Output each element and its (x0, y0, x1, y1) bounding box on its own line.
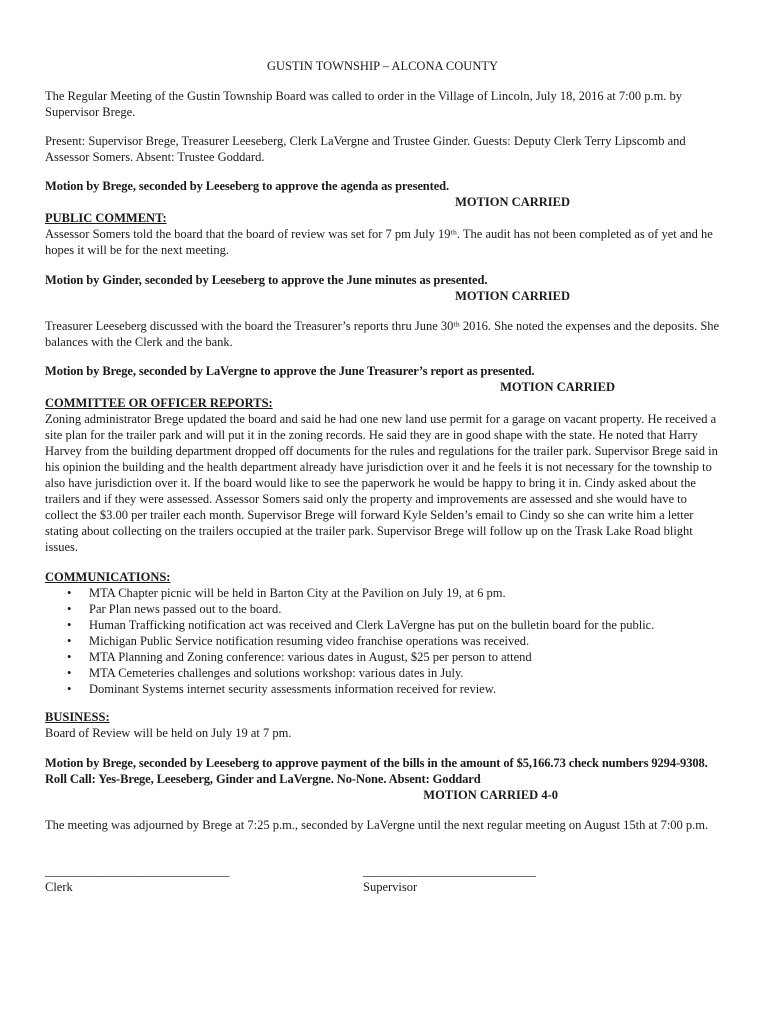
signature-line: ________________________________ (45, 864, 229, 878)
committee-reports-section (45, 395, 720, 555)
list-item: • MTA Planning and Zoning conference: various dates in August, $25 per person to attend (89, 649, 720, 665)
public-comment-section (45, 210, 720, 258)
public-comment-text: Assessor Somers told the board that the board of review was set for 7 pm July 19ᵗʰ. The audit has not been completed as of yet and he hopes it will be for the next meeting. (45, 227, 713, 257)
business-text: Board of Review will be held on July 19 at 7 pm. (45, 726, 292, 740)
list-item: • Par Plan news passed out to the board. (89, 601, 720, 617)
document-title: GUSTIN TOWNSHIP – ALCONA COUNTY (266, 59, 499, 73)
public-comment-heading: PUBLIC COMMENT: (45, 211, 167, 225)
list-item: • Dominant Systems internet security assessments information received for review. (89, 681, 720, 697)
communications-list (45, 585, 720, 697)
list-item: • MTA Chapter picnic will be held in Barton City at the Pavilion on July 19, at 6 pm. (89, 585, 720, 601)
attendance-paragraph: Present: Supervisor Brege, Treasurer Leeseberg, Clerk LaVergne and Trustee Ginder. Guests: Deputy Clerk Terry Lipscomb and Assessor Somers. Absent: Trustee Goddard. (45, 134, 686, 164)
clerk-signature (45, 863, 229, 895)
committee-reports-text: Zoning administrator Brege updated the board and said he had one new land use permit for a garage on vacant property. He received a site plan for the trailer park and will put it in the zoning records. He said they are in good shape with the state. He noted that Harry Harvey from the building department dropped off documents for the rules and regulations for the trailer park. Supervisor Brege said in his opinion the building and the health department already have jurisdiction over it and he feels it is not necessary for the township to also have jurisdiction over it. If the board would like to see the paperwork he would be happy to bring it in. Cindy asked about the trailers and if they were assessed. Assessor Somers said only the property and improvements are assessed and she would have to collect the $3.00 per trailer each month. Supervisor Brege will forward Kyle Selden’s email to Cindy so she can write him a letter stating about collecting on the trailers occupied at the trailer park. Supervisor Brege will follow up on the Trask Lake Road blight issues. (45, 412, 718, 554)
motion-carried-minutes: MOTION CARRIED (455, 289, 570, 303)
list-item: • Michigan Public Service notification resuming video franchise operations was received. (89, 633, 720, 649)
motion-minutes: Motion by Ginder, seconded by Leeseberg to approve the June minutes as presented. (45, 273, 488, 287)
supervisor-label: Supervisor (363, 880, 418, 894)
motion-carried-bills: MOTION CARRIED 4-0 (423, 788, 558, 802)
motion-carried-treasurer: MOTION CARRIED (500, 380, 615, 394)
opening-paragraph: The Regular Meeting of the Gustin Township Board was called to order in the Village of Lincoln, July 18, 2016 at 7:00 p.m. by Supervisor Brege. (45, 89, 683, 119)
treasurer-paragraph: Treasurer Leeseberg discussed with the board the Treasurer’s reports thru June 30ᵗʰ 2016. She noted the expenses and the deposits. She balances with the Clerk and the bank. (45, 319, 720, 349)
adjournment-paragraph: The meeting was adjourned by Brege at 7:25 p.m., seconded by LaVergne until the next regular meeting on August 15th at 7:00 p.m. (45, 818, 709, 832)
motion-carried-agenda: MOTION CARRIED (455, 195, 570, 209)
motion-pay-bills: Motion by Brege, seconded by Leeseberg to approve payment of the bills in the amount of $5,166.73 check numbers 9294-9308. Roll Call: Yes-Brege, Leeseberg, Ginder and LaVergne. No-None. Absent: Goddard (45, 756, 708, 786)
motion-agenda: Motion by Brege, seconded by Leeseberg to approve the agenda as presented. (45, 179, 450, 193)
motion-treasurer-report: Motion by Brege, seconded by LaVergne to approve the June Treasurer’s report as presented. (45, 364, 535, 378)
supervisor-signature (363, 863, 536, 895)
list-item: • Human Trafficking notification act was received and Clerk LaVergne has put on the bulletin board for the public. (89, 617, 720, 633)
communications-heading: COMMUNICATIONS: (45, 570, 171, 584)
business-section (45, 709, 720, 741)
list-item: • MTA Cemeteries challenges and solutions workshop: various dates in July. (89, 665, 720, 681)
clerk-label: Clerk (45, 880, 73, 894)
business-heading: BUSINESS: (45, 710, 110, 724)
committee-reports-heading: COMMITTEE OR OFFICER REPORTS: (45, 396, 273, 410)
signature-line: ______________________________ (363, 864, 536, 878)
signature-block (45, 863, 720, 903)
communications-section (45, 569, 720, 697)
